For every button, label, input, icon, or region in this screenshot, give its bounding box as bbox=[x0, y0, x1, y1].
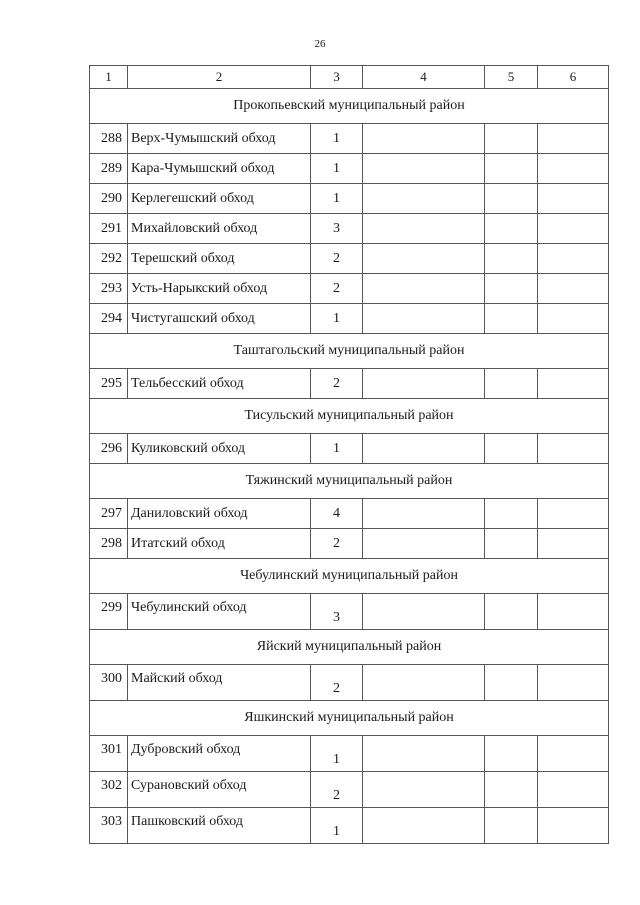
empty-cell bbox=[363, 274, 485, 304]
object-name: Чебулинский обход bbox=[128, 594, 311, 630]
district-name: Яшкинский муниципальный район bbox=[90, 701, 609, 736]
table-body bbox=[90, 66, 609, 844]
table-row bbox=[90, 594, 609, 630]
empty-cell bbox=[485, 369, 538, 399]
empty-cell bbox=[363, 369, 485, 399]
quantity: 1 bbox=[311, 808, 363, 844]
table-row bbox=[90, 214, 609, 244]
empty-cell bbox=[485, 184, 538, 214]
table-row bbox=[90, 154, 609, 184]
empty-cell bbox=[363, 434, 485, 464]
object-name: Тельбесский обход bbox=[128, 369, 311, 399]
district-header-row bbox=[90, 701, 609, 736]
district-header-row bbox=[90, 334, 609, 369]
row-number: 296 bbox=[90, 434, 128, 464]
empty-cell bbox=[485, 244, 538, 274]
column-header: 6 bbox=[538, 66, 609, 89]
empty-cell bbox=[485, 214, 538, 244]
district-name: Таштагольский муниципальный район bbox=[90, 334, 609, 369]
empty-cell bbox=[363, 665, 485, 701]
row-number: 291 bbox=[90, 214, 128, 244]
empty-cell bbox=[363, 594, 485, 630]
quantity: 4 bbox=[311, 499, 363, 529]
object-name: Майский обход bbox=[128, 665, 311, 701]
quantity: 2 bbox=[311, 665, 363, 701]
empty-cell bbox=[363, 214, 485, 244]
object-name: Верх-Чумышский обход bbox=[128, 124, 311, 154]
district-header-row bbox=[90, 464, 609, 499]
row-number: 297 bbox=[90, 499, 128, 529]
column-header: 4 bbox=[363, 66, 485, 89]
empty-cell bbox=[363, 529, 485, 559]
object-name: Итатский обход bbox=[128, 529, 311, 559]
row-number: 290 bbox=[90, 184, 128, 214]
object-name: Терешский обход bbox=[128, 244, 311, 274]
empty-cell bbox=[363, 184, 485, 214]
district-header-row bbox=[90, 89, 609, 124]
empty-cell bbox=[538, 665, 609, 701]
object-name: Сурановский обход bbox=[128, 772, 311, 808]
table-row bbox=[90, 772, 609, 808]
page-number: 26 bbox=[314, 38, 326, 50]
empty-cell bbox=[485, 434, 538, 464]
empty-cell bbox=[363, 772, 485, 808]
empty-cell bbox=[538, 184, 609, 214]
empty-cell bbox=[485, 274, 538, 304]
quantity: 2 bbox=[311, 772, 363, 808]
column-header: 2 bbox=[128, 66, 311, 89]
empty-cell bbox=[485, 665, 538, 701]
empty-cell bbox=[538, 214, 609, 244]
district-name: Тисульский муниципальный район bbox=[90, 399, 609, 434]
object-name: Пашковский обход bbox=[128, 808, 311, 844]
object-name: Керлегешский обход bbox=[128, 184, 311, 214]
quantity: 1 bbox=[311, 304, 363, 334]
empty-cell bbox=[538, 499, 609, 529]
empty-cell bbox=[538, 124, 609, 154]
district-header-row bbox=[90, 630, 609, 665]
empty-cell bbox=[363, 808, 485, 844]
quantity: 1 bbox=[311, 184, 363, 214]
table-row bbox=[90, 499, 609, 529]
empty-cell bbox=[485, 594, 538, 630]
empty-cell bbox=[485, 154, 538, 184]
quantity: 1 bbox=[311, 434, 363, 464]
empty-cell bbox=[538, 808, 609, 844]
table-row bbox=[90, 434, 609, 464]
empty-cell bbox=[485, 499, 538, 529]
quantity: 2 bbox=[311, 274, 363, 304]
quantity: 3 bbox=[311, 214, 363, 244]
table-row bbox=[90, 369, 609, 399]
row-number: 300 bbox=[90, 665, 128, 701]
object-name: Чистугашский обход bbox=[128, 304, 311, 334]
empty-cell bbox=[538, 304, 609, 334]
object-name: Дубровский обход bbox=[128, 736, 311, 772]
object-name: Куликовский обход bbox=[128, 434, 311, 464]
column-header: 1 bbox=[90, 66, 128, 89]
empty-cell bbox=[538, 529, 609, 559]
empty-cell bbox=[485, 529, 538, 559]
district-name: Чебулинский муниципальный район bbox=[90, 559, 609, 594]
table-header-row bbox=[90, 66, 609, 89]
table-row bbox=[90, 184, 609, 214]
row-number: 289 bbox=[90, 154, 128, 184]
empty-cell bbox=[363, 244, 485, 274]
row-number: 295 bbox=[90, 369, 128, 399]
empty-cell bbox=[485, 808, 538, 844]
quantity: 1 bbox=[311, 736, 363, 772]
district-name: Прокопьевский муниципальный район bbox=[90, 89, 609, 124]
district-header-row bbox=[90, 559, 609, 594]
empty-cell bbox=[363, 736, 485, 772]
forest-districts-table bbox=[89, 65, 609, 844]
table-row bbox=[90, 304, 609, 334]
district-header-row bbox=[90, 399, 609, 434]
row-number: 292 bbox=[90, 244, 128, 274]
column-header: 5 bbox=[485, 66, 538, 89]
empty-cell bbox=[363, 499, 485, 529]
table-row bbox=[90, 274, 609, 304]
table-row bbox=[90, 244, 609, 274]
quantity: 1 bbox=[311, 154, 363, 184]
row-number: 294 bbox=[90, 304, 128, 334]
quantity: 2 bbox=[311, 244, 363, 274]
table-row bbox=[90, 124, 609, 154]
empty-cell bbox=[485, 736, 538, 772]
table-row bbox=[90, 665, 609, 701]
row-number: 293 bbox=[90, 274, 128, 304]
empty-cell bbox=[538, 154, 609, 184]
empty-cell bbox=[538, 244, 609, 274]
empty-cell bbox=[363, 154, 485, 184]
object-name: Даниловский обход bbox=[128, 499, 311, 529]
empty-cell bbox=[538, 369, 609, 399]
quantity: 3 bbox=[311, 594, 363, 630]
quantity: 1 bbox=[311, 124, 363, 154]
object-name: Михайловский обход bbox=[128, 214, 311, 244]
table-row bbox=[90, 736, 609, 772]
empty-cell bbox=[485, 304, 538, 334]
district-name: Яйский муниципальный район bbox=[90, 630, 609, 665]
empty-cell bbox=[538, 736, 609, 772]
empty-cell bbox=[363, 304, 485, 334]
empty-cell bbox=[363, 124, 485, 154]
empty-cell bbox=[538, 434, 609, 464]
table-row bbox=[90, 808, 609, 844]
district-name: Тяжинский муниципальный район bbox=[90, 464, 609, 499]
quantity: 2 bbox=[311, 529, 363, 559]
empty-cell bbox=[485, 772, 538, 808]
row-number: 301 bbox=[90, 736, 128, 772]
row-number: 302 bbox=[90, 772, 128, 808]
row-number: 288 bbox=[90, 124, 128, 154]
object-name: Кара-Чумышский обход bbox=[128, 154, 311, 184]
row-number: 303 bbox=[90, 808, 128, 844]
empty-cell bbox=[538, 772, 609, 808]
object-name: Усть-Нарыкский обход bbox=[128, 274, 311, 304]
quantity: 2 bbox=[311, 369, 363, 399]
empty-cell bbox=[538, 594, 609, 630]
column-header: 3 bbox=[311, 66, 363, 89]
row-number: 298 bbox=[90, 529, 128, 559]
row-number: 299 bbox=[90, 594, 128, 630]
empty-cell bbox=[538, 274, 609, 304]
table-row bbox=[90, 529, 609, 559]
empty-cell bbox=[485, 124, 538, 154]
